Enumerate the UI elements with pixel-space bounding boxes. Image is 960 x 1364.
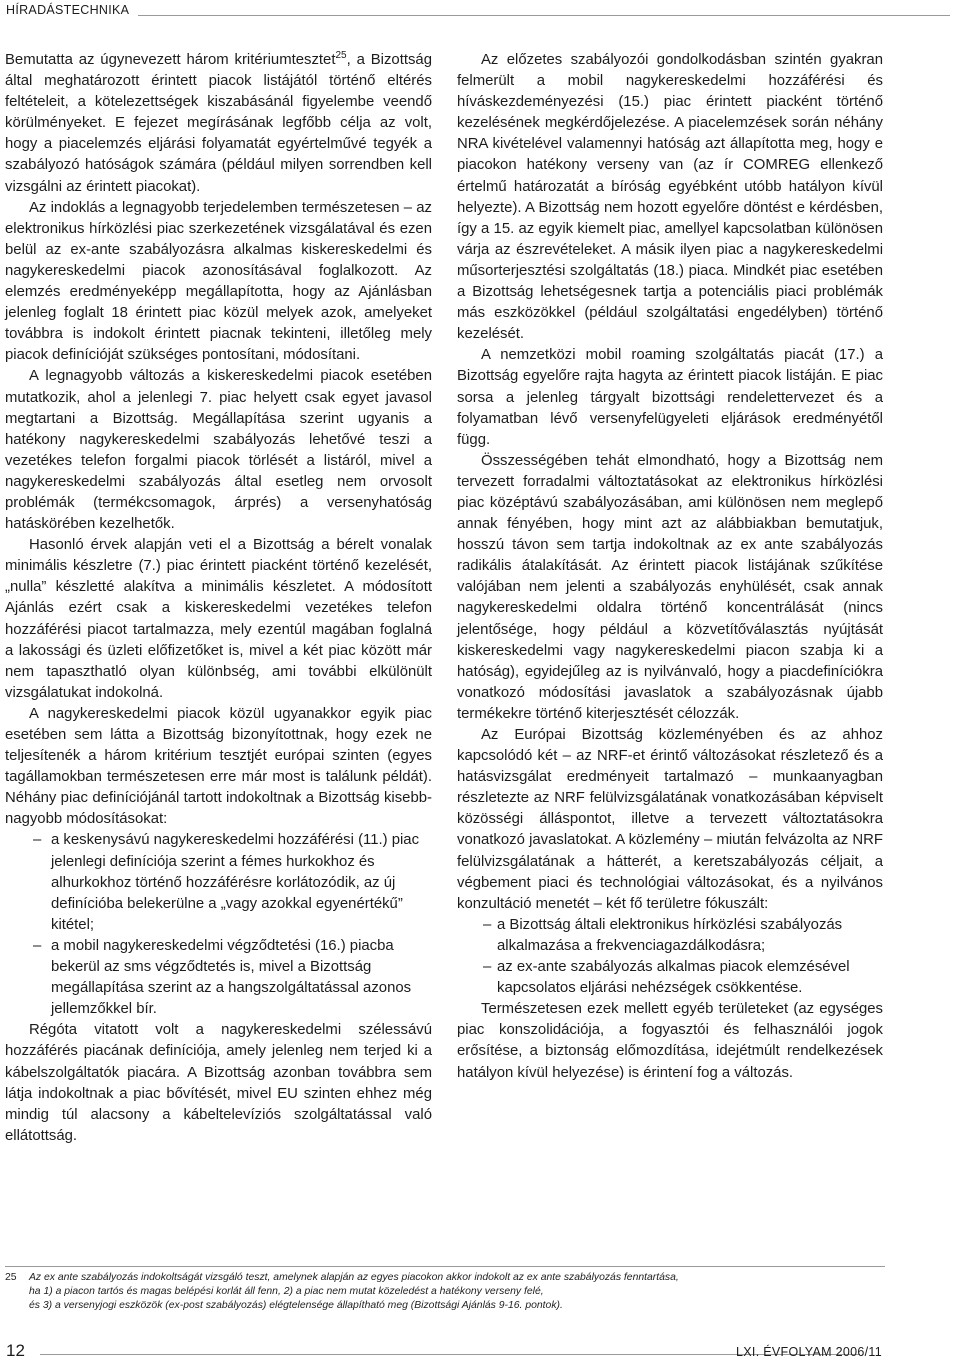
right-column (457, 50, 883, 1084)
list-item-text: a Bizottság általi elektronikus hírközlési szabályozás alkalmazása a frekvenciagazdálkodásra; (497, 916, 843, 954)
volume-label: LXI. ÉVFOLYAM 2006/11 (736, 1345, 882, 1359)
list-item (457, 957, 883, 999)
footnote-line: Az ex ante szabályozás indokoltságát vizsgáló teszt, amelynek alapján az egyes piacokon akkor indokolt az ex ante szabályozás fenntartása, (29, 1272, 679, 1283)
list-item-text: a mobil nagykereskedelmi végződtetési (16.) piacba bekerül az sms végződtetés is, mivel a Bizottság megállapítása szerint az a hangszolgáltatással azonos jellemzőkkel bír. (51, 937, 412, 1018)
list-item (457, 915, 883, 957)
paragraph: A nemzetközi mobil roaming szolgáltatás piacát (17.) a Bizottság egyelőre rajta hagyta az érintett piacok listáján. E piac sorsa a jelenleg tárgyalt bizottsági rendelettervezet és a folyamatban lévő versenyfelügyeleti eljárások eredményétől függ. (457, 347, 883, 448)
footnote-rule (5, 1266, 885, 1267)
dash-marker: – (483, 916, 492, 933)
footnote-line: ha 1) a piacon tartós és magas belépési korlát áll fenn, 2) a piac nem mutat közeledést a hatékony verseny felé, (29, 1286, 544, 1297)
dash-list (5, 830, 432, 1020)
footnote-mark: 25 (5, 1272, 17, 1283)
paragraph: Természetesen ezek mellett egyéb területeket (az egységes piac konszolidációja, a fogyasztói és felhasználói jogok erősítése, a biztonság előmozdítása, idejétmúlt rendelkezések hatályon kívül helyezése) is érintení fog a változás. (457, 1001, 883, 1081)
list-item-text: az ex-ante szabályozás alkalmas piacok elemzésével kapcsolatos eljárási nehézségek csökkentése. (497, 959, 850, 997)
paragraph: Az előzetes szabályozói gondolkodásban szintén gyakran felmerült a mobil nagykereskedelmi hozzáférési és híváskezdeményezési (15.) piac érintett piacként történő kezelésének megkérdőjelezése. A piacelemzések során néhány NRA kivételével valamennyi hatóság azt állapította meg, hogy e piacokon hatékony verseny van (az ír COMREG ellenkező értelmű határozatát a bíróság egyébként utóbb hatályon kívül helyezte). A Bizottság nem hozott egyelőre döntést e kérdésben, így a 15. az egyik kiemelt piac, amellyel kapcsolatban különösen várja az észrevételeket. A másik ilyen piac a nagykereskedelmi műsorterjesztési szolgáltatás (18.) piaca. Mindkét piac esetében a Bizottság lehetségesnek tartja a potenciális piaci problémák más eszközökkel (például szolgáltatási engedélyben) történő kezelését. (457, 52, 883, 343)
paragraph: A legnagyobb változás a kiskereskedelmi piacok esetében mutatkozik, ahol a jelenlegi 7. piac helyett csak egyet javasol megtartani a Bizottság. Megállapítása szerint ugyanis a hatékony nagykereskedelmi szabályozás lehetővé teszi a vezetékes telefon forgalmi piacok törlését a listáról, mivel a nagykereskedelmi szabályozás által esetleg nem orvosolt problémák (termékcsomagok, árprés) a versenyhatóság hatáskörében kezelhetők. (5, 368, 432, 533)
list-item-text: a keskenysávú nagykereskedelmi hozzáférési (11.) piac jelenlegi definíciója szerint a fémes hurkokhoz és alhurkokhoz történő hozzáférésre korlátozódik, az új definícióba belekerülne a „vagy azokkal egyenértékű” kitétel; (51, 832, 420, 933)
paragraph: Az Európai Bizottság közleményében és az ahhoz kapcsolódó két – az NRF-et érintő változásokat részletező és a hatásvizsgálat eredményeit tartalmazó – munkaanyagban részletezte az NRF felülvizsgálatának vonatkozásában képviselt közösségi álláspontot, illetve a tervezett változtatásokra vonatkozó javaslatokat. A közlemény – miután felvázolta az NRF felülvizsgálatának a hátterét, a keretszabályozás céljait, a végbement piaci és technológiai változásokat, és a nyilvános konzultáció menetét – két fő területre fókuszált: (457, 727, 883, 912)
paragraph-text: , a Bizottság által meghatározott érintett piacok listájától történő eltérés feltételeit, a kötelezettségek kiszabásánál figyelembe veendő körülményeket. E fejezet megírásának legfőbb célja az volt, hogy a piacelemzés eljárási folyamatát egyértelművé tegyék a szabályozó hatóságok számára (például milyen sorrendben kell vizsgálni az érintett piacokat). (5, 52, 432, 195)
left-column (5, 50, 432, 1147)
paragraph: Hasonló érvek alapján veti el a Bizottság a bérelt vonalak minimális készletre (7.) piac érintett piacként történő kezelését, „nulla” készletté alakítva a minimális készletet. A módosított Ajánlás ezért csak a kiskereskedelmi vezetékes telefon hozzáférési piacot tartalmazza, mely ezentúl magában foglalná a lakossági és üzleti előfizetőket is, mivel a két piac között már nem tapaszthatló olyan különbség, ami további elkülönült vizsgálatukat indokolná. (5, 537, 432, 701)
dash-list (457, 915, 883, 999)
footnote-reference[interactable]: 25 (335, 50, 347, 62)
paragraph (5, 50, 432, 198)
list-item (5, 830, 432, 935)
footnote-line: és 3) a versenyjogi eszközök (ex-post szabályozás) elégtelensége állapítható meg (Bizottsági Ajánlás 9-16. pontok). (29, 1300, 563, 1311)
dash-marker: – (483, 959, 492, 976)
paragraph-text: Bemutatta az úgynevezett három kritériumtesztet (5, 52, 336, 68)
header-rule (138, 15, 950, 16)
paragraph: Összességében tehát elmondható, hogy a Bizottság nem tervezett forradalmi változtatásokat az elektronikus hírközlési piac középtávú szabályozásában, ami különösen nem meglepő annak fényében, hogy mint azt az alábbiakban bemutatjuk, hosszú távon sem tartja indokoltnak az ex ante szabályozás radikális átalakítását. Az érintett piacok listájának szűkítése valójában nem jelenti a szabályozás enyhülését, csak annak nagykereskedelmi oldalra történő koncentrálását (nincs jelentősége, hogy például a közvetítőválasztás nyújtását kiskereskedelmi vagy nagykereskedelmi piacon szabja ki a hatóság), egyidejűleg az is nyilvánvaló, hogy a piacdefiníciókra vonatkozó módosítási javaslatok a szabályozásnak újabb termékekre történő kiterjesztését célozzák. (457, 452, 883, 722)
running-head: HÍRADÁSTECHNIKA (6, 3, 130, 17)
dash-marker: – (33, 937, 42, 954)
page-number: 12 (6, 1341, 25, 1360)
dash-marker: – (33, 832, 42, 849)
footnote (5, 1271, 905, 1313)
paragraph: Régóta vitatott volt a nagykereskedelmi szélessávú hozzáférés piacának definíciója, amely jelenleg nem terjed ki a kábelszolgáltatók piacára. A Bizottság azonban továbbra sem látja indokoltnak a piac bővítését, mivel EU szinten ehhez még mindig túl alacsony a kábeltelevíziós szolgáltatással való ellátottság. (5, 1022, 432, 1144)
paragraph: Az indoklás a legnagyobb terjedelemben természetesen – az elektronikus hírközlési piac szerkezetének vizsgálatával és ezen belül az ex-ante szabályozásra alkalmas kiskereskedelmi és nagykereskedelmi piacok azonosításával foglalkozott. Az elemzés eredményeképp megállapította, hogy az Ajánlásban jelenleg foglalt 18 érintett piac közül melyek azok, amelyeket továbbra is indokolt érintett piacnak tekinteni, illetőleg mely piacok definícióját szükséges pontosítani, módosítani. (5, 199, 432, 364)
paragraph: A nagykereskedelmi piacok közül ugyanakkor egyik piac esetében sem látta a Bizottság bizonyítottnak, hogy ezek ne teljesítenék a három kritérium tesztjét európai szinten (egyes tagállamokban természetesen erre már most is találunk példát). Néhány piac definíciójánál tartott indokoltnak a Bizottság kisebb-nagyobb módosításokat: (5, 705, 432, 828)
list-item (5, 936, 432, 1020)
